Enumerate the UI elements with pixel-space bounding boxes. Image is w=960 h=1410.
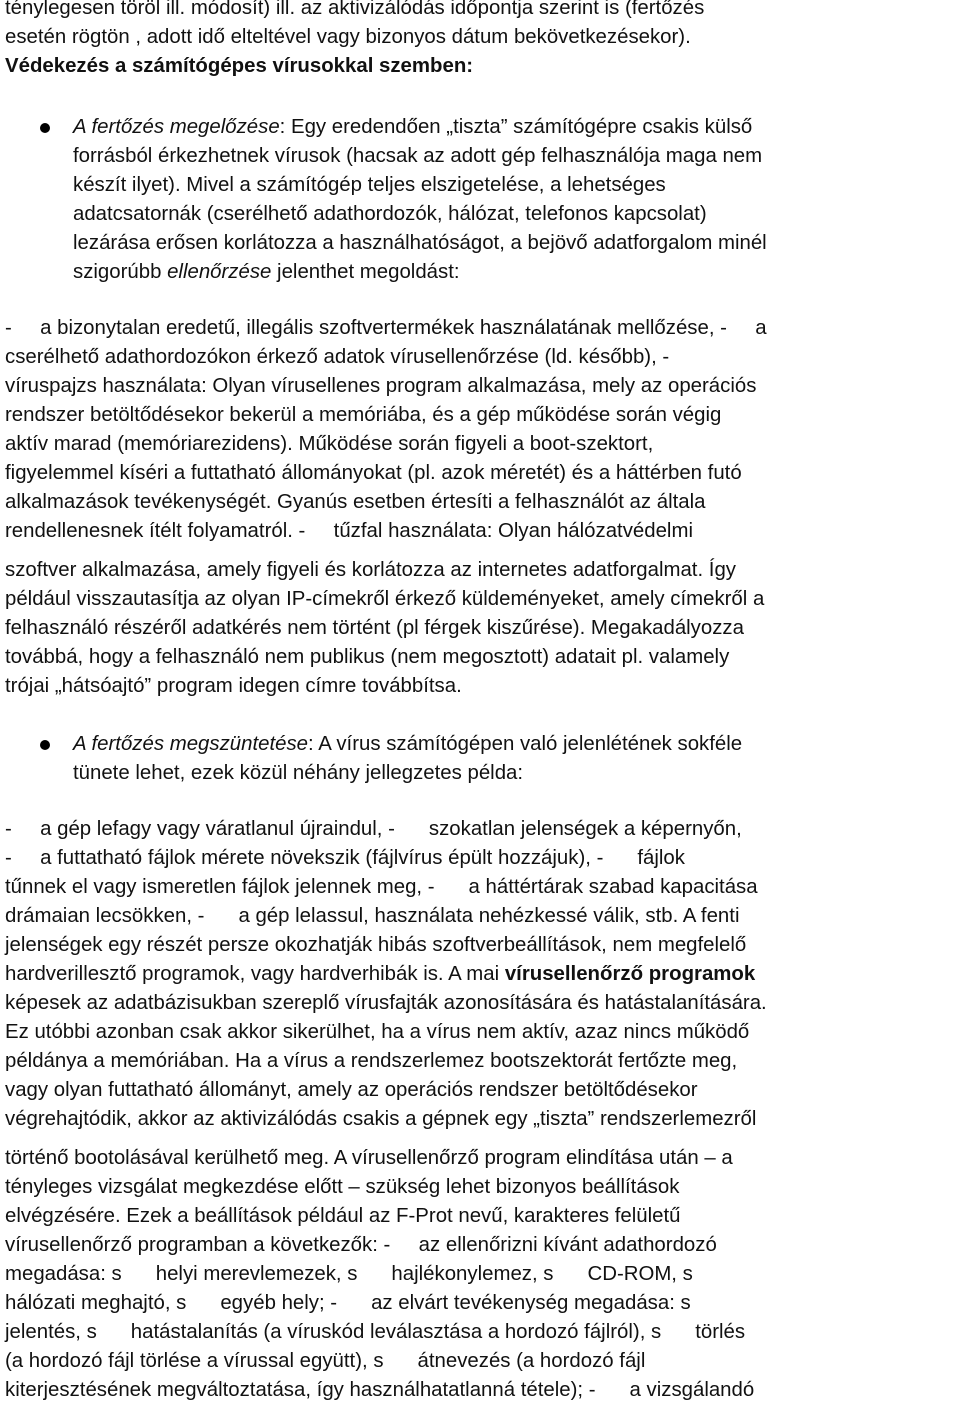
text-span: hardverillesztő programok, vagy hardverhibák is. A mai [5, 963, 505, 985]
text-line: példánya a memóriában. Ha a vírus a rendszerlemez bootszektorát fertőzte meg, [5, 1050, 738, 1072]
text-line: forrásból érkezhetnek vírusok (hacsak az adott gép felhasználója maga nem [73, 145, 763, 167]
text-line [73, 258, 460, 287]
text-line: ténylegesen töröl ill. módosít) ill. az aktivizálódás időpontja szerint is (fertőzés [5, 0, 705, 19]
text-line: cserélhető adathordozókon érkező adatok vírusellenőrzése (ld. később), - [5, 346, 670, 368]
text-line: adatcsatornák (cserélhető adathordozók, hálózat, telefonos kapcsolat) [73, 203, 707, 225]
text-line: vírusellenőrző programban a következők: - az ellenőrizni kívánt adathordozó [5, 1234, 717, 1256]
text-line: tényleges vizsgálat megkezdése előtt – szükség lehet bizonyos beállítások [5, 1176, 680, 1198]
text-line: rendellenesnek ítélt folyamatról. - tűzfal használata: Olyan hálózatvédelmi [5, 520, 693, 542]
text-line: aktív marad (memóriarezidens). Működése során figyeli a boot-szektort, [5, 433, 654, 455]
bullet-item-line [73, 730, 742, 759]
bullet-item-line [73, 113, 752, 142]
bullet-text: : Egy eredendően „tiszta” számítógépre csakis külső [279, 116, 753, 138]
text-line: alkalmazások tevékenységét. Gyanús esetben értesíti a felhasználót az általa [5, 491, 706, 513]
bold-text: vírusellenőrző programok [504, 963, 756, 985]
text-line: kiterjesztésének megváltoztatása, így használhatatlanná tétele); - a vizsgálandó [5, 1379, 755, 1401]
text-line: rendszer betöltődésekor bekerül a memóriába, és a gép működése során végig [5, 404, 722, 426]
text-line: felhasználó részéről adatkérés nem történt (pl férgek kiszűrése). Megakadályozza [5, 617, 744, 639]
text-line: esetén rögtön , adott idő elteltével vagy bizonyos dátum bekövetkezésekor). [5, 26, 691, 48]
text-line: megadása: s helyi merevlemezek, s hajlékonylemez, s CD-ROM, s [5, 1263, 693, 1285]
text-line: történő bootolásával kerülhető meg. A vírusellenőrző program elindítása után – a [5, 1147, 733, 1169]
text-line: drámaian lecsökken, - a gép lelassul, használata nehézkessé válik, stb. A fenti [5, 905, 740, 927]
bullet-icon [40, 123, 50, 133]
text-line: például visszautasítja az olyan IP-címekről érkező küldeményeket, amely címekről a [5, 588, 765, 610]
bullet-text: : A vírus számítógépen való jelenlétének sokféle [308, 733, 743, 755]
bullet-icon [40, 740, 50, 750]
emphasis-text: ellenőrzése [167, 261, 272, 283]
text-span: szigorúbb [73, 261, 168, 283]
text-line: - a bizonytalan eredetű, illegális szoftvertermékek használatának mellőzése, - a [5, 317, 767, 339]
text-line: szoftver alkalmazása, amely figyeli és korlátozza az internetes adatforgalmat. Így [5, 559, 736, 581]
text-line: elvégzésére. Ezek a beállítások például az F-Prot nevű, karakteres felületű [5, 1205, 681, 1227]
text-line: vagy olyan futtatható állományt, amely az operációs rendszer betöltődésekor [5, 1079, 698, 1101]
text-line: végrehajtódik, akkor az aktivizálódás csakis a gépnek egy „tiszta” rendszerlemezről [5, 1108, 757, 1130]
section-heading: Védekezés a számítógépes vírusokkal szemben: [5, 55, 474, 77]
text-line [5, 960, 755, 989]
bullet-term: A fertőzés megszüntetése [73, 733, 308, 755]
bullet-term: A fertőzés megelőzése [73, 116, 280, 138]
text-line: készít ilyet). Mivel a számítógép teljes elszigetelése, a lehetséges [73, 174, 666, 196]
text-line: továbbá, hogy a felhasználó nem publikus (nem megosztott) adatait pl. valamely [5, 646, 730, 668]
text-line: képesek az adatbázisukban szereplő vírusfajták azonosítására és hatástalanítására. [5, 992, 767, 1014]
text-line: - a futtatható fájlok mérete növekszik (fájlvírus épült hozzájuk), - fájlok [5, 847, 685, 869]
text-line: hálózati meghajtó, s egyéb hely; - az elvárt tevékenység megadása: s [5, 1292, 691, 1314]
text-line: jelentés, s hatástalanítás (a víruskód leválasztása a hordozó fájlról), s törlés [5, 1321, 746, 1343]
text-line: víruspajzs használata: Olyan vírusellenes program alkalmazása, mely az operációs [5, 375, 757, 397]
text-line: - a gép lefagy vagy váratlanul újraindul, - szokatlan jelenségek a képernyőn, [5, 818, 742, 840]
text-line: tűnnek el vagy ismeretlen fájlok jelennek meg, - a háttértárak szabad kapacitása [5, 876, 758, 898]
text-span: jelenthet megoldást: [271, 261, 460, 283]
text-line: trójai „hátsóajtó” program idegen címre továbbítsa. [5, 675, 462, 697]
text-line: figyelemmel kíséri a futtatható állományokat (pl. azok méretét) és a háttérben futó [5, 462, 742, 484]
text-line: tünete lehet, ezek közül néhány jellegzetes példa: [73, 762, 524, 784]
text-line: jelenségek egy részét persze okozhatják hibás szoftverbeállítások, nem megfelelő [5, 934, 747, 956]
text-line: Ez utóbbi azonban csak akkor sikerülhet, ha a vírus nem aktív, azaz nincs működő [5, 1021, 750, 1043]
text-line: (a hordozó fájl törlése a vírussal együtt), s átnevezés (a hordozó fájl [5, 1350, 646, 1372]
text-line: lezárása erősen korlátozza a használhatóságot, a bejövő adatforgalom minél [73, 232, 767, 254]
